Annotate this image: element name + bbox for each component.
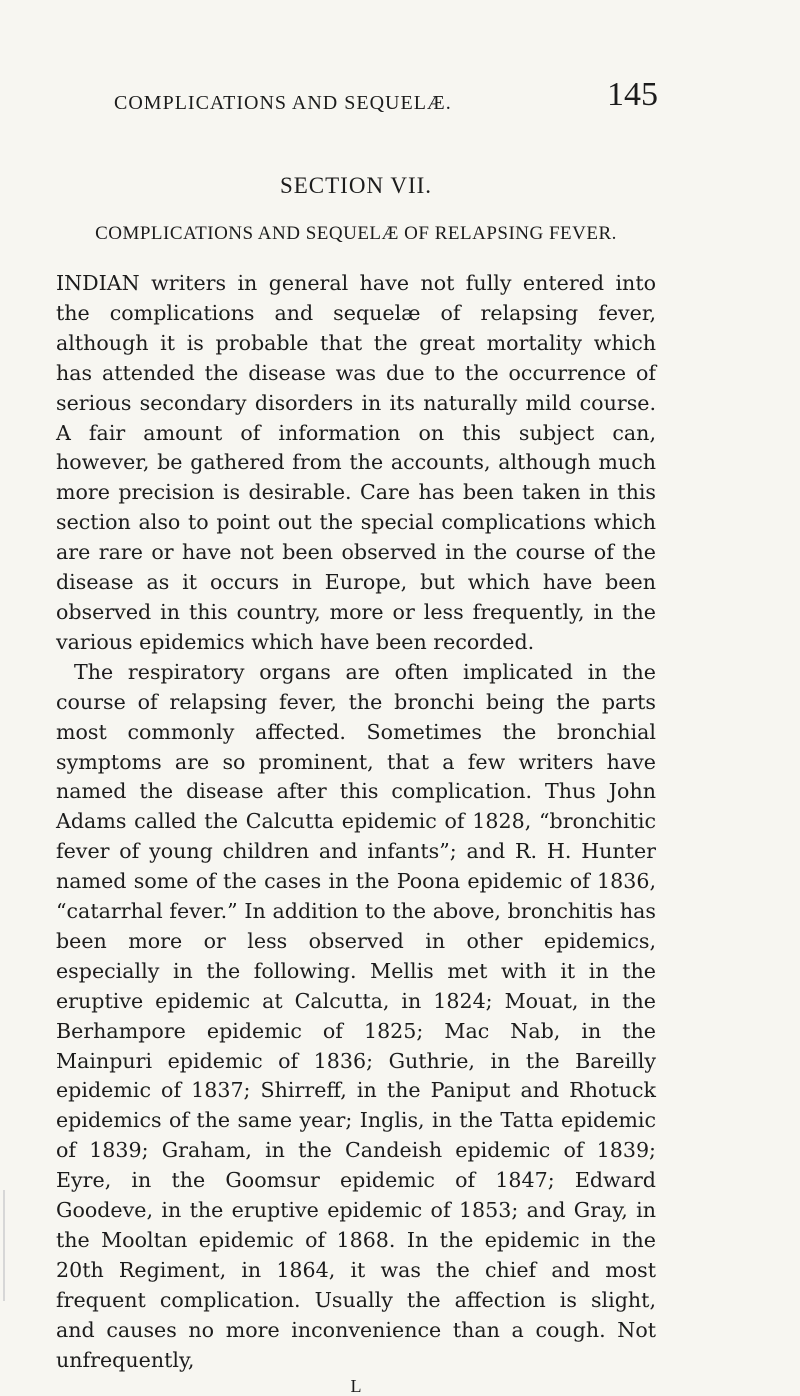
page-number: 145 — [607, 76, 658, 113]
signature-mark: L — [350, 1375, 362, 1396]
book-page — [56, 64, 656, 1396]
paragraph-2: The respiratory organs are often implicated in the course of relapsing fever, the bronchi being the parts most commonly affected. Sometimes the bronchial symptoms are so prominent, that a few writers have named the disease after this complication. Thus John Adams called the Calcutta epidemic of 1828, “bronchitic fever of young children and infants”; and R. H. Hunter named some of the cases in the Poona epidemic of 1836, “catarrhal fever.” In addition to the above, bronchitis has been more or less observed in other epidemics, especially in the following. Mellis met with it in the eruptive epidemic at Calcutta, in 1824; Mouat, in the Berhampore epidemic of 1825; Mac Nab, in the Mainpuri epidemic of 1836; Guthrie, in the Bareilly epidemic of 1837; Shirreff, in the Paniput and Rhotuck epidemics of the same year; Inglis, in the Tatta epidemic of 1839; Graham, in the Candeish epidemic of 1839; Eyre, in the Goomsur epidemic of 1847; Edward Goodeve, in the eruptive epidemic of 1853; and Gray, in the Mooltan epidemic of 1868. In the epidemic in the 20th Regiment, in 1864, it was the chief and most frequent complication. Usually the affection is slight, and causes no more inconvenience than a cough. Not unfrequently, — [56, 659, 656, 1372]
section-heading: SECTION VII. — [279, 173, 433, 198]
scan-edge-shadow — [3, 1190, 5, 1301]
section-subheading: COMPLICATIONS AND SEQUELÆ OF RELAPSING FEVER. — [95, 223, 617, 244]
paragraph-1: INDIAN writers in general have not fully entered into the complications and sequelæ of relapsing fever, although it is probable that the great mortality which has attended the disease was due to the occurrence of serious secondary disorders in its naturally mild course. A fair amount of information on this subject can, however, be gathered from the accounts, although much more precision is desirable. Care has been taken in this section also to point out the special complications which are rare or have not been observed in the course of the disease as it occurs in Europe, but which have been observed in this country, more or less frequently, in the various epidemics which have been recorded. — [56, 271, 656, 654]
running-head — [56, 64, 656, 120]
running-title: COMPLICATIONS AND SEQUELÆ. — [114, 92, 452, 114]
body-text — [56, 269, 656, 1376]
